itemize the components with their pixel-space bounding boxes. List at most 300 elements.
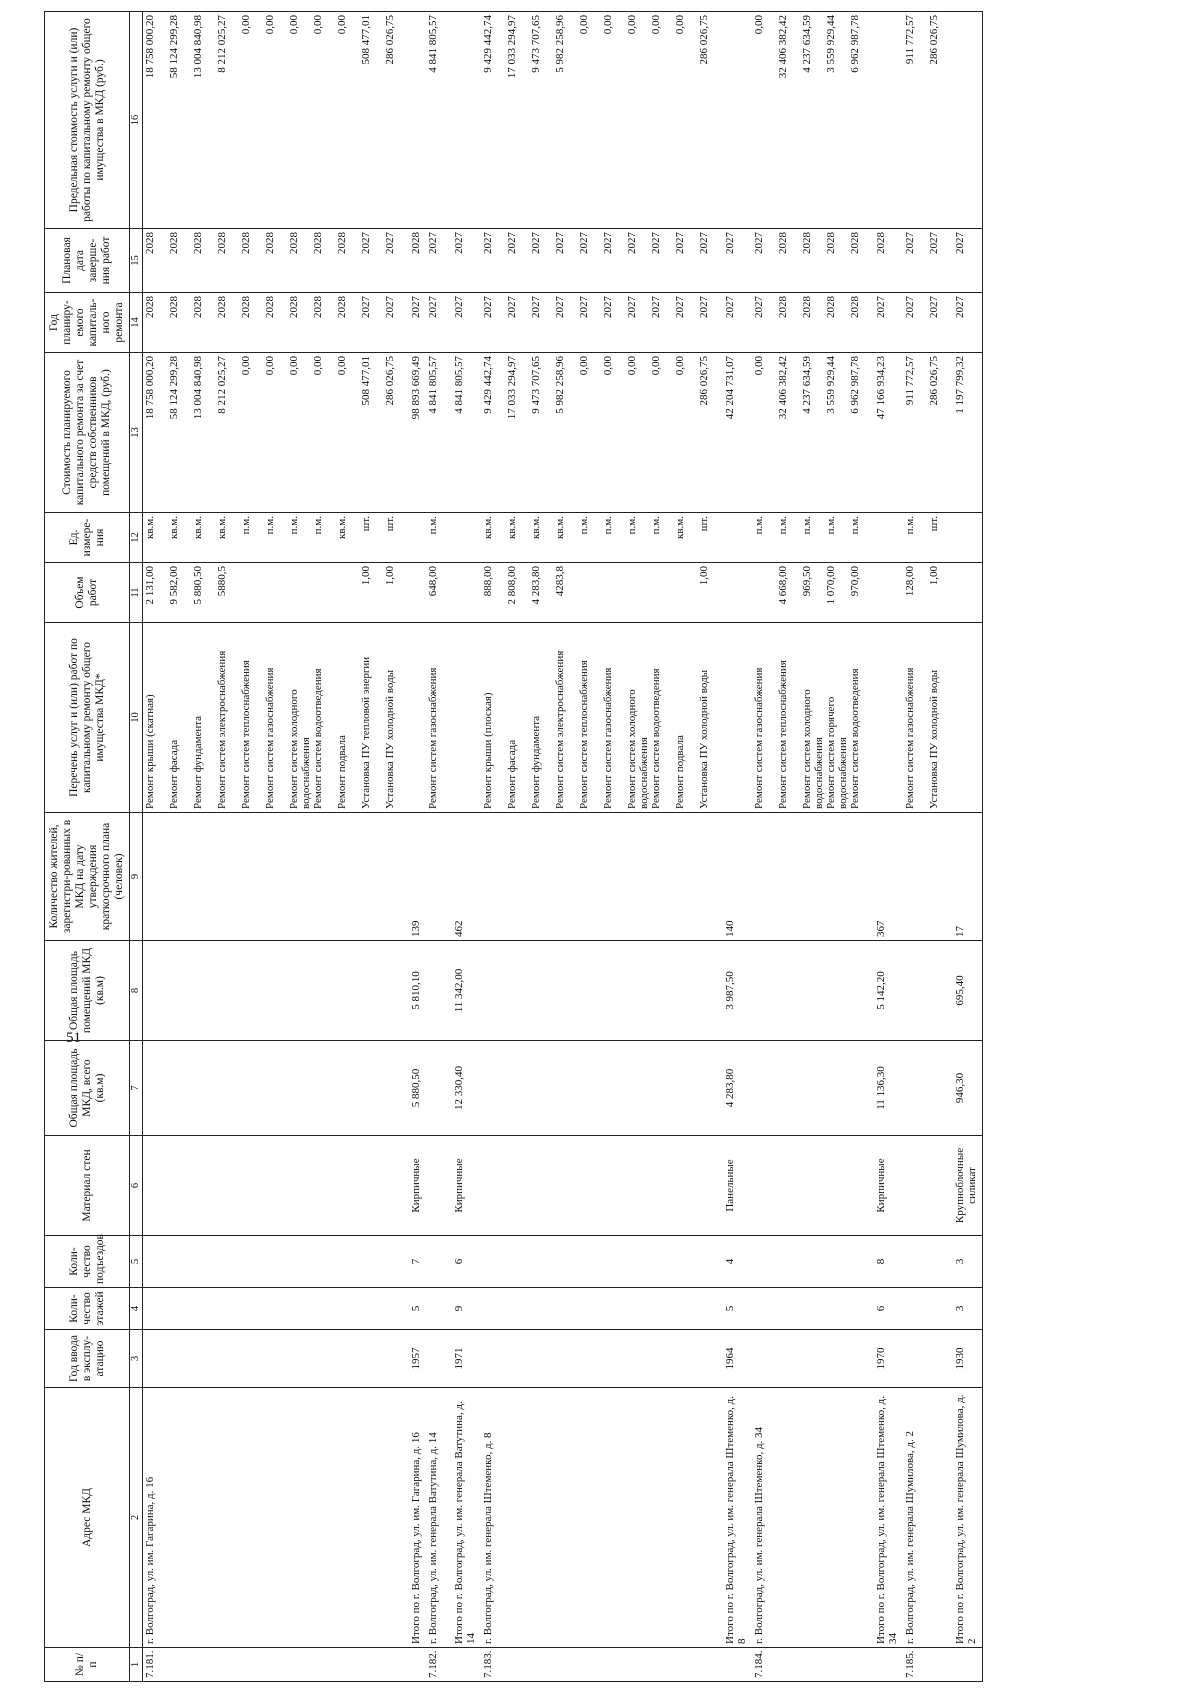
work-cost-line: 0,00 (240, 356, 252, 376)
work-end-date-line: 2028 (288, 232, 300, 254)
total-plan-year: 2027 (452, 293, 481, 353)
row-number: 7.185. (903, 1648, 953, 1682)
total-plan-year: 2027 (874, 293, 903, 353)
work-year-line: 2028 (240, 296, 252, 318)
wall-material: Кирпичные (409, 1136, 426, 1236)
work-end-date-line: 2027 (928, 232, 940, 254)
work-unit-line: п.м. (825, 516, 837, 535)
work-cost-line: 5 982 258,96 (554, 356, 566, 414)
work-volume-line (264, 566, 288, 619)
work-name-line: Установка ПУ холодной воды (928, 669, 940, 809)
work-name-line: Ремонт систем холодного водоснабжения (288, 689, 312, 809)
work-year-line: 2028 (192, 296, 204, 318)
work-unit (903, 513, 953, 563)
work-name-line: Ремонт систем электроснабжения (554, 650, 566, 809)
work-volume-line (578, 566, 602, 619)
house-row (143, 12, 410, 1682)
work-year-line: 2028 (288, 296, 300, 318)
empty-cell (874, 623, 903, 813)
total-plan-year: 2027 (953, 293, 983, 353)
empty-cell (426, 1236, 452, 1288)
work-limit-cost-line: 8 212 025,27 (216, 15, 228, 73)
work-limit-cost-line: 9 429 442,74 (482, 15, 494, 73)
empty-cell (426, 1288, 452, 1330)
work-volume-line: 2 808,00 (506, 566, 518, 605)
col-header-13: Стоимость планируемого капитального ремонта за счет средств собственников помещений в МКД, (руб.) (45, 353, 130, 513)
col-num: 8 (130, 941, 143, 1041)
empty-cell (723, 563, 752, 623)
work-cost-line: 58 124 299,28 (168, 356, 180, 420)
work-unit-line: п.м. (849, 516, 861, 535)
work-limit-cost-line: 0,00 (336, 15, 348, 35)
work-limit-cost (752, 12, 874, 229)
empty-cell (903, 813, 953, 941)
work-volume (143, 563, 410, 623)
work-year-line: 2028 (216, 296, 228, 318)
work-name-line: Ремонт систем газоснабжения (753, 667, 765, 809)
work-cost-line: 0,00 (336, 356, 348, 376)
empty-cell (409, 513, 426, 563)
work-unit-line: кв.м. (482, 516, 494, 539)
work-year-line: 2027 (626, 296, 638, 318)
empty-cell (723, 1648, 752, 1682)
work-end-date-line: 2028 (216, 232, 228, 254)
work-limit-cost-line: 286 026,75 (384, 15, 396, 65)
work-limit-cost (481, 12, 723, 229)
work-name-line: Ремонт фасада (506, 739, 518, 809)
total-label: Итого по г. Волгоград, ул. им. генерала Штеменко, д. 34 (874, 1388, 903, 1648)
work-unit-line: шт. (384, 516, 396, 532)
work-end-date-line: 2027 (626, 232, 638, 254)
work-end-date (481, 229, 723, 293)
work-end-date (752, 229, 874, 293)
work-volume-line (240, 566, 264, 619)
work-volume-line: 1,00 (384, 566, 396, 586)
work-year-line: 2027 (384, 296, 396, 318)
empty-cell (752, 1288, 874, 1330)
col-header-12: Ед. измере-ния (45, 513, 130, 563)
col-num: 12 (130, 513, 143, 563)
work-end-date (426, 229, 452, 293)
house-row (426, 12, 452, 1682)
work-unit (143, 513, 410, 563)
work-end-date (143, 229, 410, 293)
empty-cell (481, 941, 723, 1041)
work-name-line: Ремонт систем водоотведения (312, 668, 324, 809)
work-volume-line: 9 582,00 (168, 566, 180, 605)
work-limit-cost-line: 3 559 929,44 (825, 15, 837, 73)
total-end-date: 2028 (409, 229, 426, 293)
work-end-date-line: 2027 (530, 232, 542, 254)
work-year-line: 2027 (928, 296, 940, 318)
col-num: 1 (130, 1648, 143, 1682)
work-limit-cost-line: 0,00 (312, 15, 324, 35)
work-end-date-line: 2027 (578, 232, 590, 254)
area-rooms: 5 810,10 (409, 941, 426, 1041)
work-volume-line: 2 131,00 (144, 566, 156, 605)
total-limit (723, 12, 752, 229)
work-name-line: Ремонт фундамента (192, 715, 204, 809)
entrances-count: 4 (723, 1236, 752, 1288)
work-volume (752, 563, 874, 623)
work-end-date-line: 2028 (144, 232, 156, 254)
work-volume-line: 5880,5 (216, 566, 228, 597)
work-end-date-line: 2028 (336, 232, 348, 254)
area-total: 11 136,30 (874, 1041, 903, 1136)
total-row (953, 12, 983, 1682)
empty-cell (752, 1136, 874, 1236)
empty-cell (903, 941, 953, 1041)
work-limit-cost-line: 286 026,75 (698, 15, 710, 65)
work-cost-line: 286 026,75 (928, 356, 940, 406)
work-limit-cost-line: 6 962 987,78 (849, 15, 861, 73)
row-number: 7.183. (481, 1648, 723, 1682)
work-limit-cost (143, 12, 410, 229)
col-num: 9 (130, 813, 143, 941)
work-name-line: Ремонт подвала (336, 735, 348, 809)
col-num: 11 (130, 563, 143, 623)
empty-cell (426, 1136, 452, 1236)
house-address: г. Волгоград, ул. им. генерала Штеменко, д. 34 (752, 1388, 874, 1648)
commission-year: 1957 (409, 1330, 426, 1388)
work-name-line: Ремонт систем теплоснабжения (240, 660, 252, 809)
wall-material: Крупноблочные силикат (953, 1136, 983, 1236)
work-unit-line: п.м. (602, 516, 614, 535)
empty-cell (752, 1330, 874, 1388)
work-name-line: Ремонт систем газоснабжения (264, 667, 276, 809)
col-num: 14 (130, 293, 143, 353)
empty-cell (143, 1330, 410, 1388)
area-total: 4 283,80 (723, 1041, 752, 1136)
work-end-date-line: 2028 (801, 232, 813, 254)
area-rooms: 3 987,50 (723, 941, 752, 1041)
work-year (143, 293, 410, 353)
col-num: 10 (130, 623, 143, 813)
work-year (481, 293, 723, 353)
work-cost-line: 8 212 025,27 (216, 356, 228, 414)
row-number: 7.184. (752, 1648, 874, 1682)
empty-cell (426, 941, 452, 1041)
empty-cell (903, 1288, 953, 1330)
total-label: Итого по г. Волгоград, ул. им. генерала Штеменко, д. 8 (723, 1388, 752, 1648)
empty-cell (143, 813, 410, 941)
work-limit-cost (903, 12, 953, 229)
col-header-3: Год ввода в эксплу-атацию (45, 1330, 130, 1388)
work-unit-line: п.м. (650, 516, 662, 535)
wall-material: Панельные (723, 1136, 752, 1236)
area-rooms: 5 142,20 (874, 941, 903, 1041)
work-limit-cost-line: 9 473 707,65 (530, 15, 542, 73)
work-end-date-line: 2028 (192, 232, 204, 254)
work-volume-line: 4283,8 (554, 566, 566, 597)
col-header-9: Количество жителей, зарегистри-рованных в МКД на дату утверждения краткосрочного плана (человек) (45, 813, 130, 941)
work-name (752, 623, 874, 813)
work-end-date-line: 2027 (650, 232, 662, 254)
wall-material: Кирпичные (452, 1136, 481, 1236)
work-unit (481, 513, 723, 563)
capital-repair-table (44, 11, 983, 1682)
floors-count: 6 (874, 1288, 903, 1330)
work-limit-cost-line: 0,00 (264, 15, 276, 35)
work-year-line: 2027 (482, 296, 494, 318)
work-name (903, 623, 953, 813)
work-end-date-line: 2027 (602, 232, 614, 254)
wall-material: Кирпичные (874, 1136, 903, 1236)
col-header-1: № п/п (45, 1648, 130, 1682)
empty-cell (481, 1136, 723, 1236)
work-year-line: 2027 (753, 296, 765, 318)
page-number: 51 (66, 1030, 81, 1046)
header-row (45, 12, 130, 1682)
work-year-line: 2027 (578, 296, 590, 318)
col-num: 3 (130, 1330, 143, 1388)
work-cost (903, 353, 953, 513)
empty-cell (874, 513, 903, 563)
work-unit-line: кв.м. (530, 516, 542, 539)
work-limit-cost-line: 32 406 382,42 (777, 15, 789, 79)
work-cost-line: 13 004 840,98 (192, 356, 204, 420)
col-num: 2 (130, 1388, 143, 1648)
work-year-line: 2027 (904, 296, 916, 318)
row-number: 7.182. (426, 1648, 452, 1682)
col-header-15: Плановая дата заверше-ния работ (45, 229, 130, 293)
work-year (426, 293, 452, 353)
work-name-line: Ремонт крыши (плоская) (482, 692, 494, 809)
work-end-date-line: 2027 (427, 232, 439, 254)
work-limit-cost-line: 17 033 294,97 (506, 15, 518, 79)
empty-cell (953, 1648, 983, 1682)
work-end-date-line: 2028 (312, 232, 324, 254)
empty-cell (752, 941, 874, 1041)
entrances-count: 8 (874, 1236, 903, 1288)
work-unit-line: п.м. (753, 516, 765, 535)
empty-cell (409, 623, 426, 813)
work-end-date-line: 2027 (506, 232, 518, 254)
empty-cell (481, 1288, 723, 1330)
work-unit-line: п.м. (312, 516, 324, 535)
table-body (143, 12, 983, 1682)
col-num: 5 (130, 1236, 143, 1288)
work-cost-line: 0,00 (288, 356, 300, 376)
work-cost-line: 0,00 (626, 356, 638, 376)
empty-cell (903, 1236, 953, 1288)
work-unit-line: кв.м. (506, 516, 518, 539)
work-unit (752, 513, 874, 563)
work-volume-line (650, 566, 674, 619)
work-year-line: 2028 (336, 296, 348, 318)
work-cost-line: 0,00 (602, 356, 614, 376)
work-unit-line: п.м. (626, 516, 638, 535)
total-cost: 98 893 669,49 (409, 353, 426, 513)
work-volume-line: 5 880,50 (192, 566, 204, 605)
empty-cell (874, 1648, 903, 1682)
house-address: г. Волгоград, ул. им. Гагарина, д. 16 (143, 1388, 410, 1648)
total-cost: 42 204 731,07 (723, 353, 752, 513)
work-name-line: Ремонт систем газоснабжения (904, 667, 916, 809)
work-volume-line (674, 566, 698, 619)
work-cost-line: 18 758 000,20 (144, 356, 156, 420)
total-row (409, 12, 426, 1682)
work-end-date-line: 2028 (849, 232, 861, 254)
house-row (903, 12, 953, 1682)
col-header-11: Объем работ (45, 563, 130, 623)
work-year-line: 2028 (777, 296, 789, 318)
work-end-date-line: 2027 (753, 232, 765, 254)
work-name-line: Ремонт фундамента (530, 715, 542, 809)
work-unit-line: шт. (928, 516, 940, 532)
work-cost-line: 3 559 929,44 (825, 356, 837, 414)
work-limit-cost-line: 911 772,57 (904, 15, 916, 65)
work-end-date-line: 2027 (384, 232, 396, 254)
total-row (452, 12, 481, 1682)
residents-count: 367 (874, 813, 903, 941)
work-volume-line (336, 566, 360, 619)
empty-cell (143, 1236, 410, 1288)
work-unit-line: кв.м. (674, 516, 686, 539)
work-unit-line: п.м. (288, 516, 300, 535)
work-name (481, 623, 723, 813)
commission-year: 1971 (452, 1330, 481, 1388)
work-volume-line (602, 566, 626, 619)
empty-cell (874, 563, 903, 623)
work-year-line: 2027 (650, 296, 662, 318)
work-name-line: Ремонт систем холодного водоснабжения (626, 689, 650, 809)
work-unit-line: шт. (698, 516, 710, 532)
entrances-count: 6 (452, 1236, 481, 1288)
total-cost: 1 197 799,32 (953, 353, 983, 513)
work-limit-cost-line: 0,00 (602, 15, 614, 35)
work-unit-line: кв.м. (336, 516, 348, 539)
work-cost-line: 0,00 (674, 356, 686, 376)
commission-year: 1970 (874, 1330, 903, 1388)
work-volume-line (626, 566, 650, 619)
work-year-line: 2027 (554, 296, 566, 318)
work-unit-line: кв.м. (168, 516, 180, 539)
col-num: 13 (130, 353, 143, 513)
commission-year: 1930 (953, 1330, 983, 1388)
work-name-line: Ремонт фасада (168, 739, 180, 809)
work-end-date-line: 2027 (674, 232, 686, 254)
work-year-line: 2027 (427, 296, 439, 318)
empty-cell (723, 513, 752, 563)
work-year-line: 2028 (168, 296, 180, 318)
work-end-date-line: 2028 (264, 232, 276, 254)
work-limit-cost-line: 0,00 (240, 15, 252, 35)
work-limit-cost-line: 58 124 299,28 (168, 15, 180, 79)
work-name-line: Ремонт систем газоснабжения (602, 667, 614, 809)
house-address: г. Волгоград, ул. им. генерала Штеменко, д. 8 (481, 1388, 723, 1648)
work-name-line: Ремонт систем теплоснабжения (578, 660, 590, 809)
work-year-line: 2028 (825, 296, 837, 318)
work-limit-cost-line: 286 026,75 (928, 15, 940, 65)
col-num: 4 (130, 1288, 143, 1330)
work-year-line: 2027 (674, 296, 686, 318)
commission-year: 1964 (723, 1330, 752, 1388)
work-end-date-line: 2027 (360, 232, 372, 254)
work-cost-line: 286 026,75 (698, 356, 710, 406)
empty-cell (752, 1041, 874, 1136)
col-header-2: Адрес МКД (45, 1388, 130, 1648)
empty-cell (481, 1330, 723, 1388)
work-unit-line: п.м. (777, 516, 789, 535)
work-unit-line: п.м. (578, 516, 590, 535)
house-address: г. Волгоград, ул. им. генерала Ватутина, д. 14 (426, 1388, 452, 1648)
floors-count: 5 (723, 1288, 752, 1330)
area-rooms: 11 342,00 (452, 941, 481, 1041)
column-number-row (130, 12, 143, 1682)
empty-cell (409, 1648, 426, 1682)
work-limit-cost-line: 508 477,01 (360, 15, 372, 65)
total-end-date: 2027 (452, 229, 481, 293)
work-unit-line: шт. (360, 516, 372, 532)
work-name-line: Установка ПУ тепловой энергии (360, 656, 372, 809)
work-end-date-line: 2027 (904, 232, 916, 254)
work-cost (426, 353, 452, 513)
col-num: 6 (130, 1136, 143, 1236)
work-cost-line: 0,00 (650, 356, 662, 376)
col-num: 7 (130, 1041, 143, 1136)
empty-cell (953, 623, 983, 813)
work-volume-line: 4 283,80 (530, 566, 542, 605)
house-address: г. Волгоград, ул. им. генерала Шумилова, д. 2 (903, 1388, 953, 1648)
work-name-line: Ремонт систем водоотведения (849, 668, 861, 809)
work-end-date-line: 2027 (482, 232, 494, 254)
work-name-line: Установка ПУ холодной воды (384, 669, 396, 809)
work-unit-line: кв.м. (192, 516, 204, 539)
empty-cell (426, 1041, 452, 1136)
work-year-line: 2028 (144, 296, 156, 318)
work-unit-line: кв.м. (144, 516, 156, 539)
empty-cell (953, 563, 983, 623)
empty-cell (409, 563, 426, 623)
work-cost-line: 0,00 (312, 356, 324, 376)
col-num: 16 (130, 12, 143, 229)
work-volume-line: 1,00 (928, 566, 940, 586)
work-limit-cost-line: 0,00 (674, 15, 686, 35)
total-end-date: 2027 (723, 229, 752, 293)
work-volume-line: 1,00 (698, 566, 710, 586)
area-total: 12 330,40 (452, 1041, 481, 1136)
work-cost-line: 17 033 294,97 (506, 356, 518, 420)
work-name-line: Ремонт систем теплоснабжения (777, 660, 789, 809)
work-limit-cost (426, 12, 452, 229)
empty-cell (903, 1136, 953, 1236)
rotated-page (44, 12, 1174, 1682)
empty-cell (903, 1041, 953, 1136)
total-row (723, 12, 752, 1682)
work-year (903, 293, 953, 353)
empty-cell (481, 1236, 723, 1288)
work-volume-line: 970,00 (849, 566, 861, 597)
empty-cell (752, 1236, 874, 1288)
work-cost-line: 0,00 (578, 356, 590, 376)
total-label: Итого по г. Волгоград, ул. им. генерала Шумилова, д. 2 (953, 1388, 983, 1648)
work-name (426, 623, 452, 813)
work-end-date-line: 2028 (168, 232, 180, 254)
work-cost (481, 353, 723, 513)
work-unit-line: п.м. (264, 516, 276, 535)
work-cost-line: 0,00 (753, 356, 765, 376)
work-volume (903, 563, 953, 623)
col-header-6: Материал стен (45, 1136, 130, 1236)
work-unit-line: п.м. (904, 516, 916, 535)
work-volume-line: 4 668,00 (777, 566, 789, 605)
col-header-14: Год планиру-емого капиталь-ного ремонта (45, 293, 130, 353)
empty-cell (143, 1288, 410, 1330)
work-cost-line: 32 406 382,42 (777, 356, 789, 420)
total-limit (953, 12, 983, 229)
work-limit-cost-line: 5 982 258,96 (554, 15, 566, 73)
